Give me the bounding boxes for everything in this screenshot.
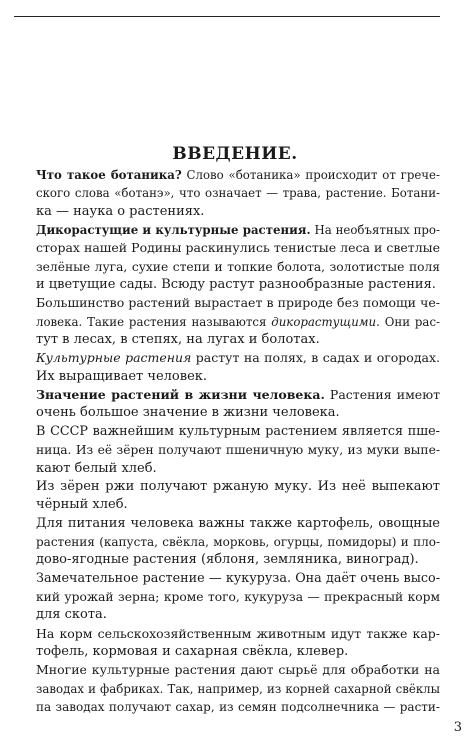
text-line: Большинство растений вырастает в природе без помощи че- — [36, 295, 440, 311]
text-line: ница. Из её зёрен получают пшеничную муку, из муки выпе- — [36, 443, 440, 458]
text-line: сторах нашей Родины раскинулись тенистые леса и светлые — [36, 240, 440, 256]
body-text — [36, 166, 440, 716]
text-line: Для питания человека важны также картофель, овощные — [36, 515, 440, 531]
page-title: ВВЕДЕНИЕ. — [172, 144, 298, 164]
text-line: кий урожай зерна; кроме того, кукуруза — прекрасный корм — [36, 589, 440, 604]
text-line: ского слова «ботанэ», что означает — трава, растение. Ботани- — [36, 186, 440, 201]
text-span: Слово «ботаника» происходит от грече- — [181, 168, 440, 182]
text-span: . Они рас- — [376, 314, 440, 329]
page-number: 3 — [453, 720, 462, 735]
section-heading: Значение растений в жизни человека. — [36, 387, 325, 403]
text-line: дово-ягодные растения (яблоня, земляника, виноград). — [36, 552, 419, 568]
text-line: Их выращивает человек. — [36, 368, 208, 384]
text-line: На корм сельскохозяйственным животным идут также кар- — [36, 625, 440, 641]
text-line: Из зёрен ржи получают ржаную муку. Из неё выпекают — [36, 478, 440, 494]
text-span: ловека. Такие растения называются — [36, 314, 272, 329]
text-line: и цветущие сады. Всюду растут разнообразные растения. — [36, 277, 436, 293]
section-heading: Дикорастущие и культурные растения. — [36, 223, 311, 238]
text-span: На необъятных про- — [310, 223, 440, 238]
text-span: растут на полях, в садах и огородах. — [191, 350, 440, 366]
text-line: тут в лесах, в степях, на лугах и болотах. — [36, 332, 320, 348]
text-line: заводах и фабриках. Так, например, из корней сахарной свёклы — [36, 681, 440, 696]
text-line: Многие культурные растения дают сырьё для обработки на — [36, 662, 440, 678]
text-line: ка — наука о растениях. — [36, 203, 205, 219]
text-line — [36, 221, 440, 239]
text-line: В СССР важнейшим культурным растением является пше- — [36, 423, 440, 439]
text-line — [36, 313, 440, 331]
text-span: Растения имеют — [324, 387, 440, 403]
header-rule — [14, 16, 440, 17]
text-line: очень большое значение в жизни человека. — [36, 405, 340, 421]
text-line: тофель, кормовая и сахарная свёкла, клевер. — [36, 643, 349, 659]
text-line: растения (капуста, свёкла, морковь, огурцы, помидоры) и пло- — [36, 534, 440, 549]
text-line — [36, 166, 440, 184]
text-line: Замечательное растение — кукуруза. Она даёт очень высо- — [36, 570, 440, 586]
italic-term: Культурные растения — [36, 350, 192, 366]
section-heading: Что такое ботаника? — [36, 168, 182, 182]
italic-term: дикорастущими — [271, 314, 377, 329]
text-line: кают белый хлеб. — [36, 460, 157, 476]
text-line: чёрный хлеб. — [36, 497, 128, 513]
text-line — [36, 386, 440, 404]
text-line: зелёные луга, сухие степи и топкие болота, золотистые поля — [36, 259, 440, 274]
text-line: па заводах получают сахар, из семян подсолнечника — расти- — [36, 699, 440, 714]
text-line — [36, 349, 440, 367]
text-line: для скота. — [36, 607, 107, 623]
